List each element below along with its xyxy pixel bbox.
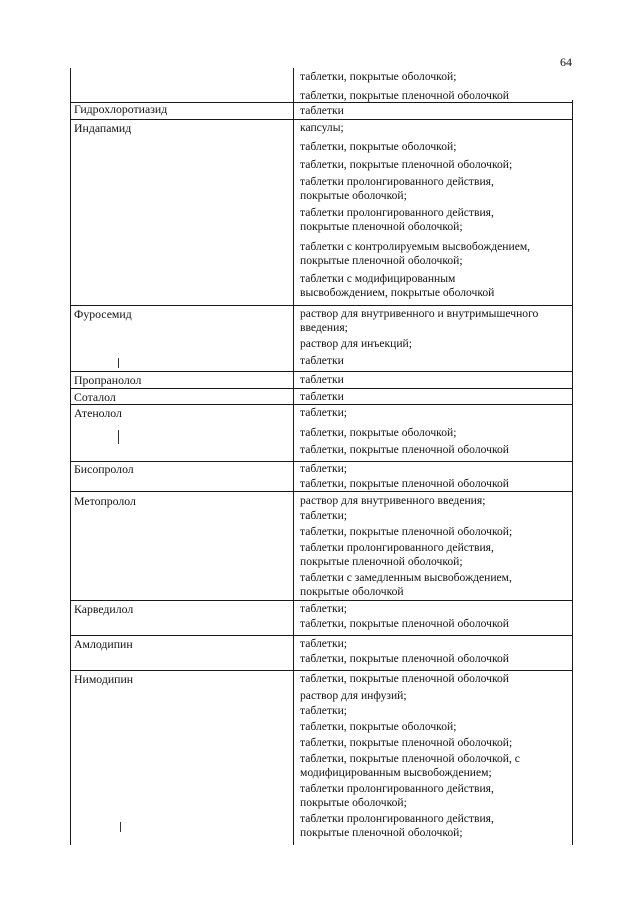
drug-name: Фуросемид	[74, 307, 132, 321]
dosage-form: таблетки;	[300, 462, 348, 475]
dosage-form: таблетки, покрытые пленочной оболочкой	[300, 617, 509, 630]
dosage-form: таблетки;	[300, 509, 348, 522]
dosage-form: таблетки с модифицированным	[300, 272, 456, 285]
row-divider	[70, 388, 573, 389]
dosage-form: таблетки, покрытые оболочкой;	[300, 426, 457, 439]
dosage-form: раствор для инъекций;	[300, 337, 412, 350]
dosage-form: капсулы;	[300, 121, 344, 134]
dosage-form: покрытые пленочной оболочкой;	[300, 254, 463, 267]
drug-name: Гидрохлоротиазид	[74, 102, 168, 116]
dosage-form: таблетки;	[300, 406, 348, 419]
scan-mark	[118, 430, 119, 444]
dosage-form: таблетки	[300, 354, 344, 367]
dosage-form: таблетки, покрытые пленочной оболочкой;	[300, 525, 513, 538]
dosage-form: раствор для внутривенного и внутримышечного	[300, 307, 539, 320]
dosage-form: таблетки	[300, 104, 344, 117]
dosage-form: таблетки	[300, 373, 344, 386]
row-divider	[70, 371, 573, 372]
dosage-form: покрытые пленочной оболочкой;	[300, 220, 463, 233]
row-divider	[70, 491, 573, 492]
dosage-form: таблетки, покрытые оболочкой;	[300, 70, 457, 83]
dosage-form: раствор для инфузий;	[300, 689, 407, 702]
dosage-form: таблетки, покрытые пленочной оболочкой	[300, 89, 509, 102]
dosage-form: таблетки пролонгированного действия,	[300, 175, 494, 188]
dosage-form: раствор для внутривенного введения;	[300, 494, 486, 507]
dosage-form: таблетки, покрытые пленочной оболочкой;	[300, 736, 513, 749]
drug-name: Атенолол	[74, 406, 122, 420]
drug-name: Пропранолол	[74, 373, 142, 387]
dosage-form: таблетки, покрытые оболочкой;	[300, 140, 457, 153]
row-divider	[70, 305, 573, 306]
dosage-form: высвобождением, покрытые оболочкой	[300, 286, 495, 299]
page-number: 64	[560, 55, 572, 69]
drug-name: Индапамид	[74, 121, 132, 135]
drug-name: Соталол	[74, 390, 116, 404]
dosage-form: таблетки, покрытые пленочной оболочкой	[300, 672, 509, 685]
dosage-form: покрытые оболочкой;	[300, 189, 407, 202]
drug-name: Амлодипин	[74, 637, 133, 651]
dosage-form: таблетки, покрытые пленочной оболочкой	[300, 652, 509, 665]
drug-name: Метопролол	[74, 494, 136, 508]
table-border-right	[572, 100, 573, 845]
dosage-form: модифицированным высвобождением;	[300, 766, 492, 779]
dosage-form: таблетки, покрытые пленочной оболочкой	[300, 477, 509, 490]
dosage-form: покрытые пленочной оболочкой;	[300, 555, 463, 568]
row-divider	[70, 635, 573, 636]
dosage-form: покрытые пленочной оболочкой;	[300, 826, 463, 839]
dosage-form: покрытые оболочкой	[300, 585, 404, 598]
row-divider	[70, 670, 573, 671]
dosage-form: таблетки, покрытые пленочной оболочкой, с	[300, 752, 520, 765]
row-divider	[70, 600, 573, 601]
dosage-form: таблетки;	[300, 704, 348, 717]
scan-mark	[120, 822, 121, 832]
dosage-form: покрытые оболочкой;	[300, 796, 407, 809]
table-border-left	[70, 68, 71, 845]
dosage-form: таблетки пролонгированного действия,	[300, 541, 494, 554]
dosage-form: таблетки с замедленным высвобождением,	[300, 571, 512, 584]
dosage-form: таблетки;	[300, 602, 348, 615]
dosage-form: таблетки, покрытые пленочной оболочкой	[300, 443, 509, 456]
drug-name: Карведилол	[74, 602, 134, 616]
dosage-form: введения;	[300, 321, 348, 334]
dosage-form: таблетки	[300, 390, 344, 403]
dosage-form: таблетки пролонгированного действия,	[300, 812, 494, 825]
dosage-form: таблетки, покрытые пленочной оболочкой;	[300, 158, 513, 171]
column-divider	[293, 68, 294, 845]
row-divider	[70, 119, 573, 120]
drug-name: Бисопролол	[74, 462, 134, 476]
dosage-form: таблетки, покрытые оболочкой;	[300, 720, 457, 733]
row-divider	[70, 404, 573, 405]
drug-name: Нимодипин	[74, 672, 134, 686]
scan-mark	[118, 358, 119, 368]
dosage-form: таблетки;	[300, 637, 348, 650]
dosage-form: таблетки пролонгированного действия,	[300, 782, 494, 795]
dosage-form: таблетки пролонгированного действия,	[300, 206, 494, 219]
dosage-form: таблетки с контролируемым высвобождением,	[300, 240, 531, 253]
